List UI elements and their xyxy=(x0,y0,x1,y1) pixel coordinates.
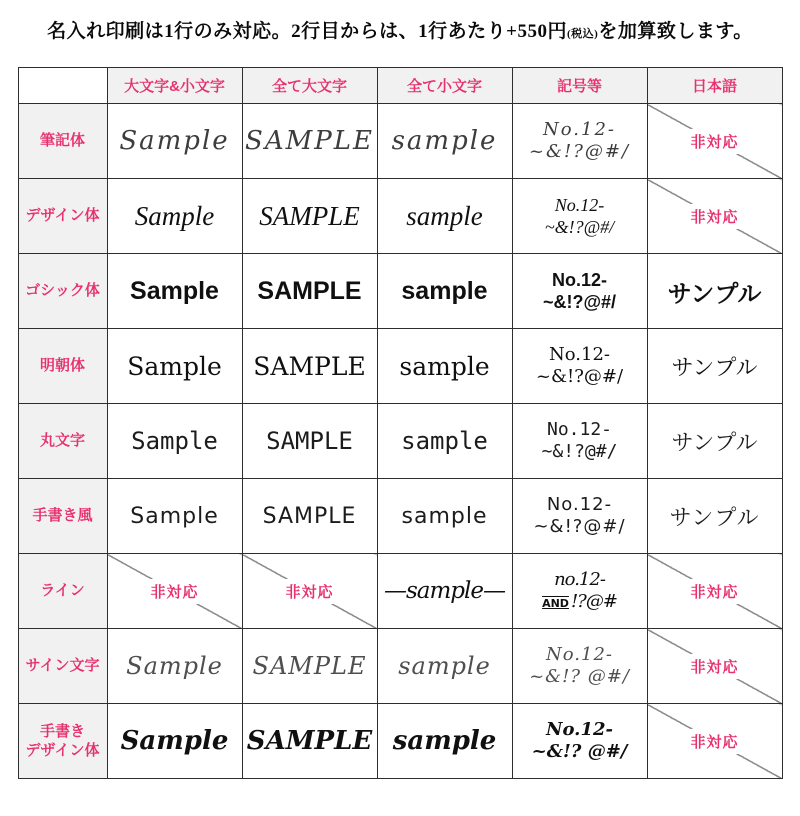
cell-script-japanese-na xyxy=(647,104,782,179)
and-ligature-glyph: AND xyxy=(542,597,569,610)
cell-line-all-lower: —sample— xyxy=(377,554,512,629)
cell-mincho-japanese: サンプル xyxy=(647,329,782,404)
cell-round-all-upper: SAMPLE xyxy=(242,404,377,479)
cell-handwriting-symbols xyxy=(512,479,647,554)
cell-gothic-symbols xyxy=(512,254,647,329)
cell-round-upper-lower: Sample xyxy=(107,404,242,479)
cell-gothic-japanese: サンプル xyxy=(647,254,782,329)
cell-brush-design-japanese-na xyxy=(647,704,782,779)
cell-signature-upper-lower: Sample xyxy=(107,629,242,704)
col-header-upper-and-lower: 大文字&小文字 xyxy=(107,68,242,104)
not-supported-badge: 非対応 xyxy=(277,579,341,604)
symbols-line2 xyxy=(513,591,647,614)
tax-included-note: (税込) xyxy=(567,28,599,40)
symbols-line1: No.12- xyxy=(546,718,613,740)
col-header-symbols: 記号等 xyxy=(512,68,647,104)
cell-handwriting-japanese: サンプル xyxy=(647,479,782,554)
cell-gothic-upper-lower: Sample xyxy=(107,254,242,329)
cell-gothic-all-upper: SAMPLE xyxy=(242,254,377,329)
col-header-japanese: 日本語 xyxy=(647,68,782,104)
cell-line-japanese-na xyxy=(647,554,782,629)
symbols-line1: No.12- xyxy=(546,643,613,665)
row-line xyxy=(18,554,782,629)
row-label-gothic: ゴシック体 xyxy=(18,254,107,329)
cell-handwriting-all-upper: SAMPLE xyxy=(242,479,377,554)
row-handwriting xyxy=(18,479,782,554)
not-supported-badge: 非対応 xyxy=(682,729,746,754)
cell-design-symbols xyxy=(512,179,647,254)
row-label-brush-design-line1: 手書き xyxy=(39,722,85,740)
row-mincho xyxy=(18,329,782,404)
symbols-line1: No.12- xyxy=(554,194,605,215)
page-title xyxy=(0,16,800,43)
cell-gothic-all-lower: sample xyxy=(377,254,512,329)
not-supported-badge: 非対応 xyxy=(682,579,746,604)
cell-mincho-all-lower: sample xyxy=(377,329,512,404)
symbols-line1: No.12- xyxy=(543,118,616,140)
row-label-brush-design-line2: デザイン体 xyxy=(25,742,100,759)
symbols-line1: No.12- xyxy=(546,493,613,515)
symbols-line2: ~&!?@#/ xyxy=(541,441,618,462)
cell-handwriting-upper-lower: Sample xyxy=(107,479,242,554)
title-text-pre: 名入れ印刷は1行のみ対応。2行目からは、1行あたり+550円 xyxy=(47,21,567,42)
not-supported-badge: 非対応 xyxy=(682,129,746,154)
cell-script-upper-lower: Sample xyxy=(107,104,242,179)
row-script xyxy=(18,104,782,179)
cell-line-symbols xyxy=(512,554,647,629)
font-sample-table xyxy=(18,67,783,779)
cell-round-all-lower: sample xyxy=(377,404,512,479)
symbols-line2: ~&!? @#/ xyxy=(529,666,630,687)
row-label-design: デザイン体 xyxy=(18,179,107,254)
row-label-line: ライン xyxy=(18,554,107,629)
cell-design-upper-lower: Sample xyxy=(107,179,242,254)
row-gothic xyxy=(18,254,782,329)
row-round xyxy=(18,404,782,479)
cell-round-symbols xyxy=(512,404,647,479)
symbols-line2: ~&!?@#/ xyxy=(544,217,615,237)
cell-brush-design-upper-lower: Sample xyxy=(107,704,242,779)
col-header-all-lower: 全て小文字 xyxy=(377,68,512,104)
not-supported-badge: 非対応 xyxy=(682,204,746,229)
cell-mincho-symbols xyxy=(512,329,647,404)
cell-design-all-upper: SAMPLE xyxy=(242,179,377,254)
cell-round-japanese: サンプル xyxy=(647,404,782,479)
row-signature xyxy=(18,629,782,704)
cell-design-japanese-na xyxy=(647,179,782,254)
symbols-line2: ~&!?@#/ xyxy=(533,516,626,537)
row-label-handwriting: 手書き風 xyxy=(18,479,107,554)
symbols-line1: No.12- xyxy=(551,269,607,290)
cell-mincho-all-upper: SAMPLE xyxy=(242,329,377,404)
cell-mincho-upper-lower: Sample xyxy=(107,329,242,404)
cell-brush-design-all-upper: SAMPLE xyxy=(242,704,377,779)
symbols-line1: no.12- xyxy=(554,568,605,590)
header-row xyxy=(18,68,782,104)
symbols-line2-rest: !?@# xyxy=(570,591,617,612)
row-label-brush-design xyxy=(18,704,107,779)
cell-signature-all-upper: SAMPLE xyxy=(242,629,377,704)
row-label-signature: サイン文字 xyxy=(18,629,107,704)
row-label-mincho: 明朝体 xyxy=(18,329,107,404)
cell-script-all-lower: sample xyxy=(377,104,512,179)
row-brush-design xyxy=(18,704,782,779)
symbols-line1: No.12- xyxy=(549,343,610,365)
cell-line-all-upper-na xyxy=(242,554,377,629)
row-label-script: 筆記体 xyxy=(18,104,107,179)
cell-brush-design-all-lower: sample xyxy=(377,704,512,779)
symbols-line2: ~&!? @#/ xyxy=(531,741,628,762)
title-text-post: を加算致します。 xyxy=(598,21,753,42)
row-label-round: 丸文字 xyxy=(18,404,107,479)
symbols-line2: ~&!?@#/ xyxy=(535,366,624,387)
cell-signature-symbols xyxy=(512,629,647,704)
cell-design-all-lower: sample xyxy=(377,179,512,254)
row-design xyxy=(18,179,782,254)
cell-handwriting-all-lower: sample xyxy=(377,479,512,554)
symbols-line2: ~&!?@#/ xyxy=(542,292,617,312)
cell-line-upper-lower-na xyxy=(107,554,242,629)
cell-signature-all-lower: sample xyxy=(377,629,512,704)
cell-script-all-upper: SAMPLE xyxy=(242,104,377,179)
header-empty xyxy=(18,68,107,104)
symbols-line2: ~&!?@#/ xyxy=(528,141,631,162)
cell-script-symbols xyxy=(512,104,647,179)
cell-signature-japanese-na xyxy=(647,629,782,704)
cell-brush-design-symbols xyxy=(512,704,647,779)
not-supported-badge: 非対応 xyxy=(682,654,746,679)
not-supported-badge: 非対応 xyxy=(142,579,206,604)
col-header-all-upper: 全て大文字 xyxy=(242,68,377,104)
symbols-line1: No.12- xyxy=(546,418,613,440)
